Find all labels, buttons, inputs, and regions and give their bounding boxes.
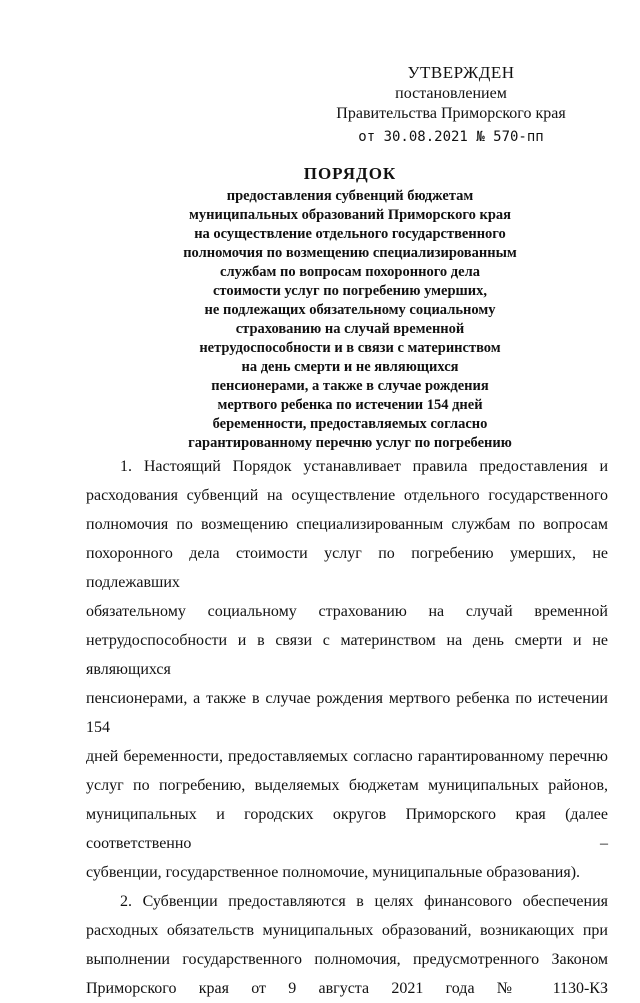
title-line: предоставления субвенций бюджетам: [226, 188, 474, 204]
paragraph-line: нетрудоспособности и в связи с материнством на день смерти и не являющихся: [86, 632, 608, 678]
title-line: не подлежащих обязательному социальному: [204, 302, 496, 318]
approval-line-1: постановлением: [395, 85, 507, 102]
title-line: пенсионерами, а также в случае рождения: [211, 378, 489, 394]
title-line: муниципальных образований Приморского края: [188, 207, 511, 223]
approval-stamp: от 30.08.2021 № 570-пп: [358, 129, 544, 145]
title-line: стоимости услуг по погребению умерших,: [212, 283, 487, 299]
title-line: на осуществление отдельного государственного: [194, 226, 506, 242]
title-line: беременности, предоставляемых согласно: [212, 416, 488, 432]
paragraph-line: пенсионерами, а также в случае рождения мертвого ребенка по истечении 154: [86, 690, 608, 736]
paragraph-line: расходных обязательств муниципальных образований, возникающих при: [86, 922, 608, 939]
document-title: [60, 163, 640, 453]
paragraph-line: услуг по погребению, выделяемых бюджетам муниципальных районов,: [86, 777, 608, 794]
approval-heading: УТВЕРЖДЕН: [407, 63, 515, 82]
title-line: полномочия по возмещению специализированным: [183, 245, 517, 261]
paragraph-line: 2. Субвенции предоставляются в целях финансового обеспечения: [120, 893, 608, 910]
paragraph-line: обязательному социальному страхованию на случай временной: [86, 603, 608, 620]
title-line: службам по вопросам похоронного дела: [220, 264, 480, 280]
paragraph-line: 1. Настоящий Порядок устанавливает правила предоставления и: [120, 458, 608, 475]
paragraph-line: муниципальных и городских округов Приморского края (далее соответственно –: [86, 806, 608, 852]
title-line: страхованию на случай временной: [235, 321, 465, 337]
paragraph-line: расходования субвенций на осуществление отдельного государственного: [86, 487, 608, 504]
title-line: на день смерти и не являющихся: [241, 359, 459, 375]
paragraph-line: Приморского края от 9 августа 2021 года № 1130-КЗ: [86, 980, 608, 997]
paragraph-2: [86, 887, 608, 1003]
title-line: нетрудоспособности и в связи с материнством: [199, 340, 501, 356]
paragraph-line: похоронного дела стоимости услуг по погребению умерших, не подлежавших: [86, 545, 608, 591]
title-line: мертвого ребенка по истечении 154 дней: [217, 397, 483, 413]
title-line: гарантированному перечню услуг по погребению: [188, 435, 512, 451]
paragraph-line: субвенции, государственное полномочие, муниципальные образования).: [86, 864, 581, 881]
title-main: ПОРЯДОК: [303, 164, 397, 183]
paragraph-line: дней беременности, предоставляемых согласно гарантированному перечню: [86, 748, 608, 765]
paragraph-line: полномочия по возмещению специализированным службам по вопросам: [86, 516, 608, 533]
paragraph-1: [86, 452, 608, 887]
approval-block: [336, 62, 566, 148]
approval-line-2: Правительства Приморского края: [336, 105, 566, 122]
paragraph-line: выполнении государственного полномочия, предусмотренного Законом: [86, 951, 608, 968]
document-body: [86, 452, 608, 1003]
